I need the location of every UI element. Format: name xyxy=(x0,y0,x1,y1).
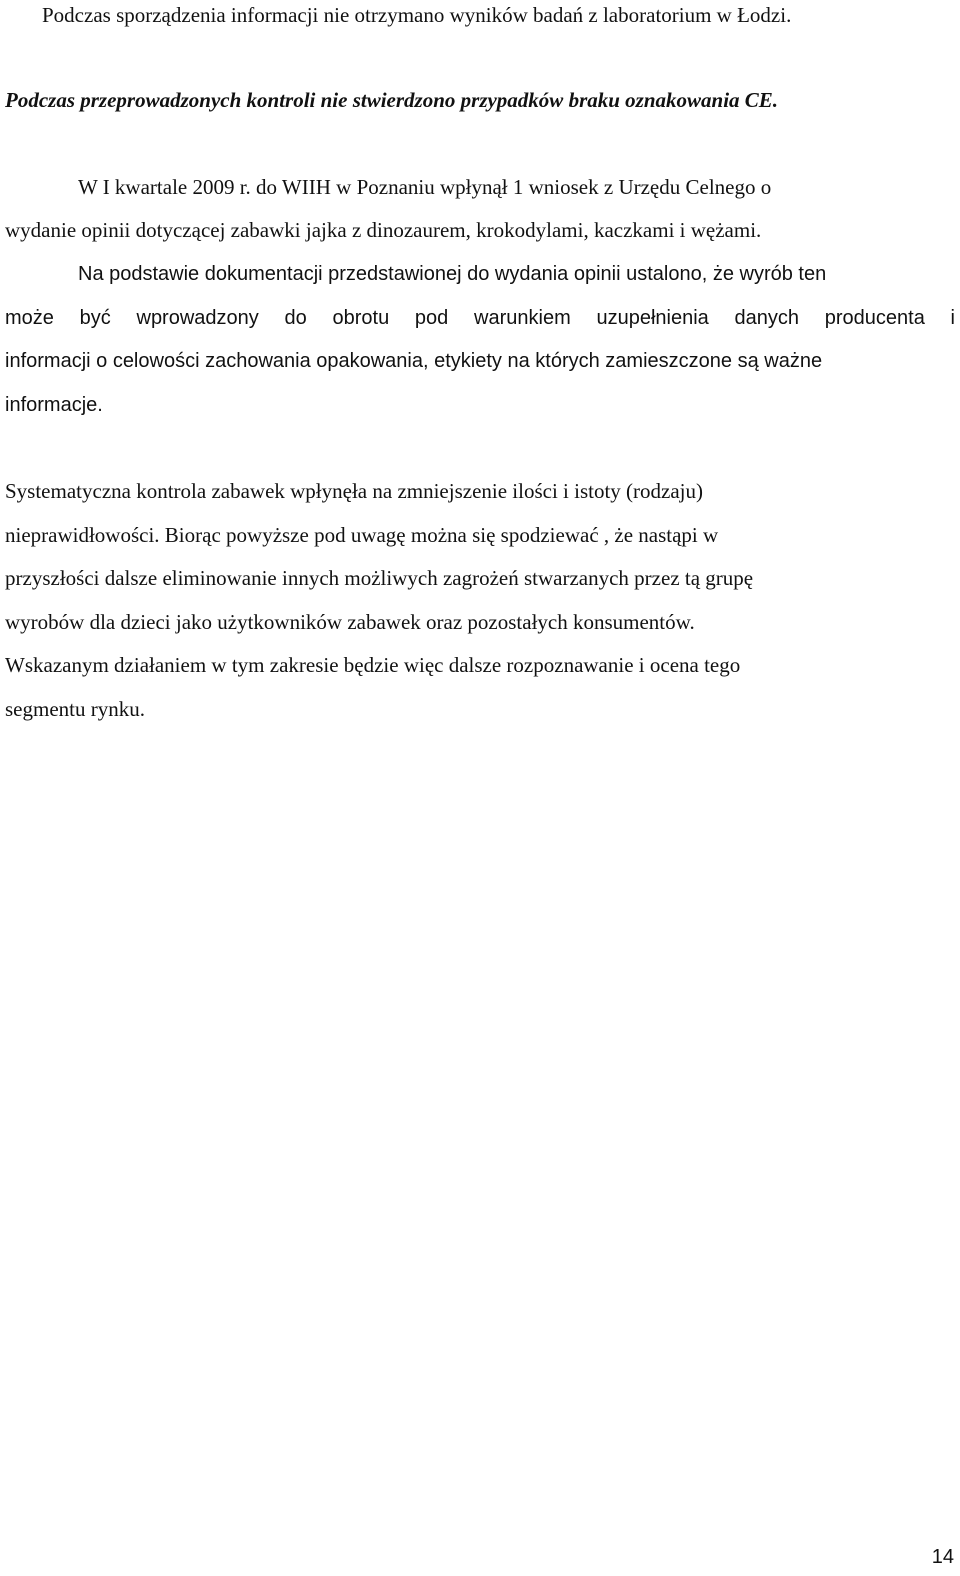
paragraph-ce-marking: Podczas przeprowadzonych kontroli nie stwierdzono przypadków braku oznakowania CE. xyxy=(5,88,779,112)
paragraph-summary-line-2: nieprawidłowości. Biorąc powyższe pod uwagę można się spodziewać , że nastąpi w xyxy=(5,523,719,547)
paragraph-opinion-line-2: może być wprowadzony do obrotu pod warunkiem uzupełnienia danych producenta i xyxy=(5,307,955,329)
paragraph-summary-line-4: wyrobów dla dzieci jako użytkowników zabawek oraz pozostałych konsumentów. xyxy=(5,610,695,634)
paragraph-summary-line-1: Systematyczna kontrola zabawek wpłynęła na zmniejszenie ilości i istoty (rodzaju) xyxy=(5,479,704,503)
paragraph-q1-line-2: wydanie opinii dotyczącej zabawki jajka z dinozaurem, krokodylami, kaczkami i wężami. xyxy=(5,218,762,242)
paragraph-summary-line-6: segmentu rynku. xyxy=(5,697,145,721)
paragraph-summary-line-3: przyszłości dalsze eliminowanie innych możliwych zagrożeń stwarzanych przez tą grupę xyxy=(5,566,754,590)
paragraph-opinion-line-4: informacje. xyxy=(5,394,103,416)
paragraph-q1-line-1: W I kwartale 2009 r. do WIIH w Poznaniu wpłynął 1 wniosek z Urzędu Celnego o xyxy=(78,175,772,199)
page-number: 14 xyxy=(931,1546,954,1568)
paragraph-opinion-line-3: informacji o celowości zachowania opakowania, etykiety na których zamieszczone są ważne xyxy=(5,350,823,372)
paragraph-summary-line-5: Wskazanym działaniem w tym zakresie będzie więc dalsze rozpoznawanie i ocena tego xyxy=(5,653,741,677)
paragraph-lab-results: Podczas sporządzenia informacji nie otrzymano wyników badań z laboratorium w Łodzi. xyxy=(42,3,792,27)
paragraph-opinion-line-1: Na podstawie dokumentacji przedstawionej do wydania opinii ustalono, że wyrób ten xyxy=(78,263,827,285)
